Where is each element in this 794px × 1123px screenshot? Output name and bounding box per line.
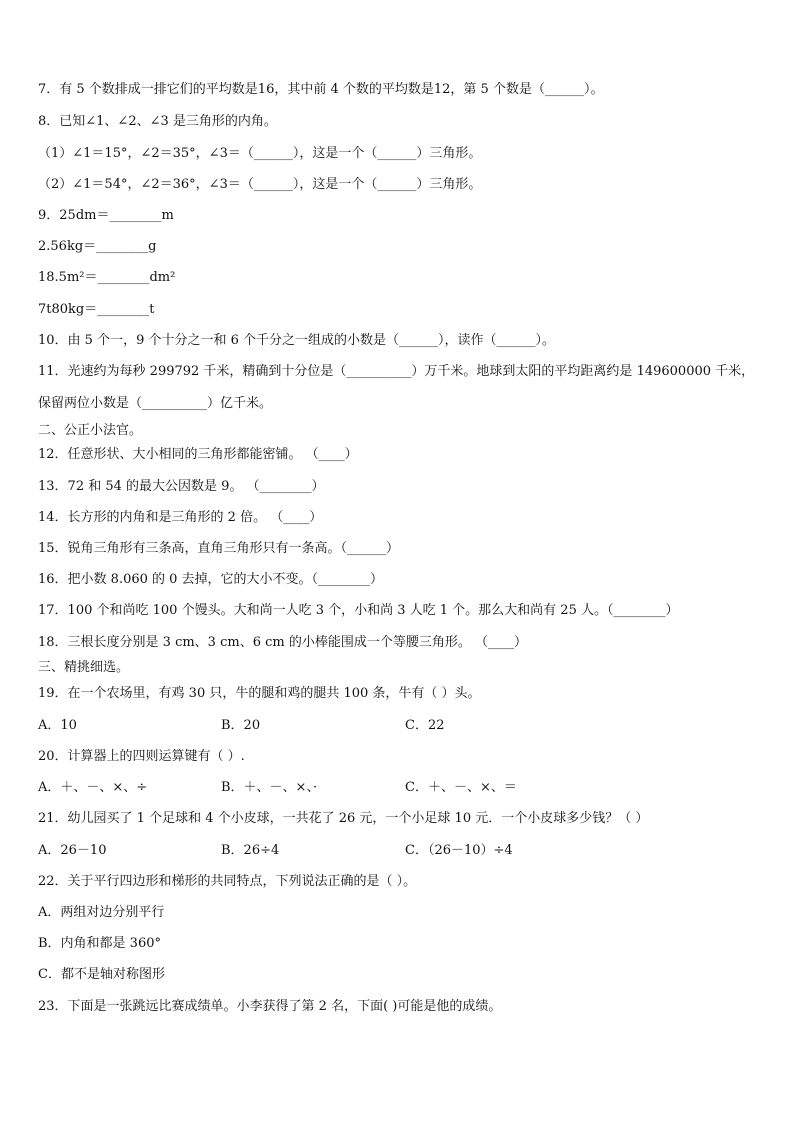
question-14: 14．长方形的内角和是三角形的 2 倍。 （____） [38, 510, 323, 525]
q20-option-a: A．＋、－、×、÷ [38, 780, 148, 795]
q19-option-b: B．20 [221, 718, 261, 733]
question-19: 19．在一个农场里，有鸡 30 只，牛的腿和鸡的腿共 100 条，牛有（ ）头。 [38, 686, 481, 701]
question-12: 12．任意形状、大小相同的三角形都能密铺。 （____） [38, 447, 358, 462]
question-8: 8．已知∠1、∠2、∠3 是三角形的内角。 [38, 114, 277, 129]
question-23: 23．下面是一张跳远比赛成绩单。小李获得了第 2 名，下面( )可能是他的成绩。 [38, 999, 502, 1014]
q22-option-a: A．两组对边分别平行 [38, 905, 165, 920]
q22-option-c: C．都不是轴对称图形 [38, 967, 165, 982]
question-7: 7．有 5 个数排成一排它们的平均数是16，其中前 4 个数的平均数是12，第 5 个数是（______）。 [38, 82, 604, 97]
question-9-item-4: 7t80kg＝________t [38, 302, 155, 317]
question-9-item-3: 18.5m²＝________dm² [38, 270, 176, 285]
q21-option-a: A．26－10 [38, 843, 107, 858]
question-9-item-1: 9．25dm＝________m [38, 208, 174, 223]
question-16: 16．把小数 8.060 的 0 去掉，它的大小不变。（________） [38, 572, 384, 587]
question-20: 20．计算器上的四则运算键有（ ）. [38, 749, 245, 764]
question-10: 10．由 5 个一，9 个十分之一和 6 个千分之一组成的小数是（______），读作（______）。 [38, 333, 556, 348]
question-17: 17．100 个和尚吃 100 个馒头。大和尚一人吃 3 个，小和尚 3 人吃 1 个。那么大和尚有 25 人。（________） [38, 603, 679, 618]
section-3-heading: 三、精挑细选。 [38, 660, 130, 675]
q19-option-a: A．10 [38, 718, 77, 733]
question-15: 15．锐角三角形有三条高，直角三角形只有一条高。（______） [38, 541, 400, 556]
question-8-part-1: （1）∠1＝15°，∠2＝35°，∠3＝（______），这是一个（______）三角形。 [38, 146, 482, 161]
q19-option-c: C．22 [405, 718, 445, 733]
q20-option-b: B．＋、－、×、· [221, 780, 318, 795]
question-21: 21．幼儿园买了 1 个足球和 4 个小皮球，一共花了 26 元，一个小足球 10 元．一个小皮球多少钱？（ ） [38, 811, 649, 826]
question-13: 13．72 和 54 的最大公因数是 9。 （________） [38, 479, 325, 494]
q22-option-b: B．内角和都是 360° [38, 936, 161, 951]
section-2-heading: 二、公正小法官。 [38, 423, 143, 438]
q21-option-b: B．26÷4 [221, 843, 280, 858]
question-18: 18．三根长度分别是 3 cm、3 cm、6 cm 的小棒能围成一个等腰三角形。 （____） [38, 635, 527, 650]
question-11-continued: 保留两位小数是（__________）亿千米。 [38, 396, 273, 411]
question-8-part-2: （2）∠1＝54°，∠2＝36°，∠3＝（______），这是一个（______）三角形。 [38, 177, 482, 192]
q21-option-c: C．（26－10）÷4 [405, 843, 513, 858]
question-11: 11．光速约为每秒 299792 千米，精确到十分位是（__________）万千米。地球到太阳的平均距离约是 149600000 千米， [38, 364, 755, 379]
question-22: 22．关于平行四边形和梯形的共同特点，下列说法正确的是（ ）。 [38, 874, 417, 889]
q20-option-c: C．＋、－、×、＝ [405, 780, 517, 795]
question-9-item-2: 2.56kg＝________g [38, 239, 157, 254]
